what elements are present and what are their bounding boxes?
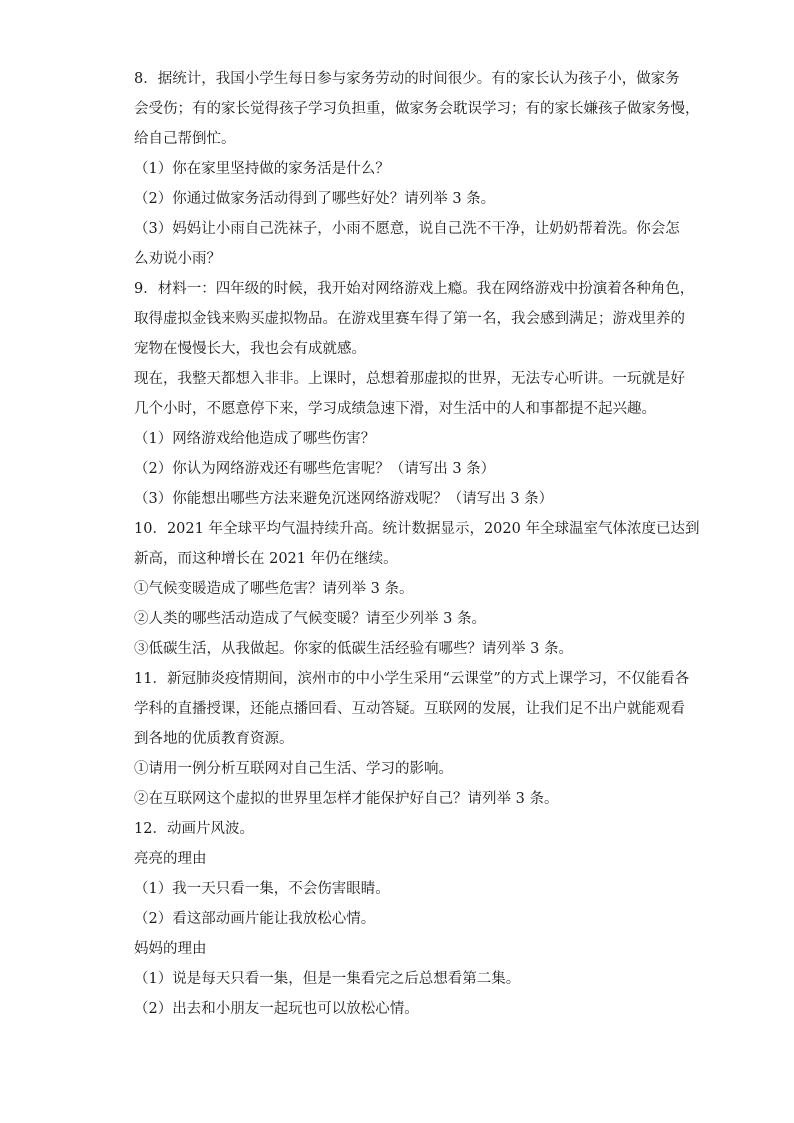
q8-sub-1: （1）你在家里坚持做的家务活是什么？ bbox=[134, 161, 390, 177]
q12-title: 12．动画片风波。 bbox=[134, 821, 254, 837]
q8-sub-2: （2）你通过做家务活动得到了哪些好处？请列举 3 条。 bbox=[134, 191, 496, 207]
q12-mom-reason-1: （1）说是每天只看一集，但是一集看完之后总想看第二集。 bbox=[134, 971, 521, 987]
document-body bbox=[134, 64, 700, 1024]
q10-line-1: 10．2021 年全球平均气温持续升高。统计数据显示，2020 年全球温室气体浓度已达到 bbox=[134, 521, 700, 537]
q12-mom-heading: 妈妈的理由 bbox=[134, 941, 207, 957]
q8-line-3: 给自己帮倒忙。 bbox=[134, 131, 236, 147]
q9-line-2: 取得虚拟金钱来购买虚拟物品。在游戏里赛车得了第一名，我会感到满足；游戏里养的 bbox=[134, 311, 685, 327]
q12-liangliang-reason-2: （2）看这部动画片能让我放松心情。 bbox=[134, 911, 376, 927]
q12-liangliang-reason-1: （1）我一天只看一集，不会伤害眼睛。 bbox=[134, 881, 390, 897]
q10-sub-3: ③低碳生活，从我做起。你家的低碳生活经验有哪些？请列举 3 条。 bbox=[134, 641, 573, 657]
q12-liangliang-heading: 亮亮的理由 bbox=[134, 851, 207, 867]
q10-line-2: 新高，而这种增长在 2021 年仍在继续。 bbox=[134, 551, 398, 567]
q12-mom-reason-2: （2）出去和小朋友一起玩也可以放松心情。 bbox=[134, 1001, 419, 1017]
q11-line-3: 到各地的优质教育资源。 bbox=[134, 731, 294, 747]
q9-line-1: 9．材料一：四年级的时候，我开始对网络游戏上瘾。我在网络游戏中扮演着各种角色， bbox=[134, 281, 695, 297]
q9-line-5: 几个小时，不愿意停下来，学习成绩急速下滑，对生活中的人和事都提不起兴趣。 bbox=[134, 401, 656, 417]
q9-sub-3: （3）你能想出哪些方法来避免沉迷网络游戏呢？（请写出 3 条） bbox=[134, 491, 554, 507]
q11-sub-2: ②在互联网这个虚拟的世界里怎样才能保护好自己？请列举 3 条。 bbox=[134, 791, 559, 807]
q9-line-3: 宠物在慢慢长大，我也会有成就感。 bbox=[134, 341, 366, 357]
q10-sub-2: ②人类的哪些活动造成了气候变暖？请至少列举 3 条。 bbox=[134, 611, 486, 627]
q9-sub-2: （2）你认为网络游戏还有哪些危害呢？（请写出 3 条） bbox=[134, 461, 496, 477]
q8-sub-3-line-2: 么劝说小雨？ bbox=[134, 251, 221, 267]
q8-sub-3-line-1: （3）妈妈让小雨自己洗袜子，小雨不愿意，说自己洗不干净，让奶奶帮着洗。你会怎 bbox=[134, 221, 680, 237]
q9-line-4: 现在，我整天都想入非非。上课时，总想着那虚拟的世界，无法专心听讲。一玩就是好 bbox=[134, 371, 685, 387]
q10-sub-1: ①气候变暖造成了哪些危害？请列举 3 条。 bbox=[134, 581, 414, 597]
q11-sub-1: ①请用一例分析互联网对自己生活、学习的影响。 bbox=[134, 761, 453, 777]
q11-line-2: 学科的直播授课，还能点播回看、互动答疑。互联网的发展，让我们足不出户就能观看 bbox=[134, 701, 685, 717]
q8-line-2: 会受伤；有的家长觉得孩子学习负担重，做家务会耽误学习；有的家长嫌孩子做家务慢， bbox=[134, 101, 700, 117]
q9-sub-1: （1）网络游戏给他造成了哪些伤害？ bbox=[134, 431, 376, 447]
q11-line-1: 11．新冠肺炎疫情期间，滨州市的中小学生采用“云课堂”的方式上课学习，不仅能看各 bbox=[134, 671, 690, 687]
q8-line-1: 8．据统计，我国小学生每日参与家务劳动的时间很少。有的家长认为孩子小，做家务 bbox=[134, 71, 680, 87]
